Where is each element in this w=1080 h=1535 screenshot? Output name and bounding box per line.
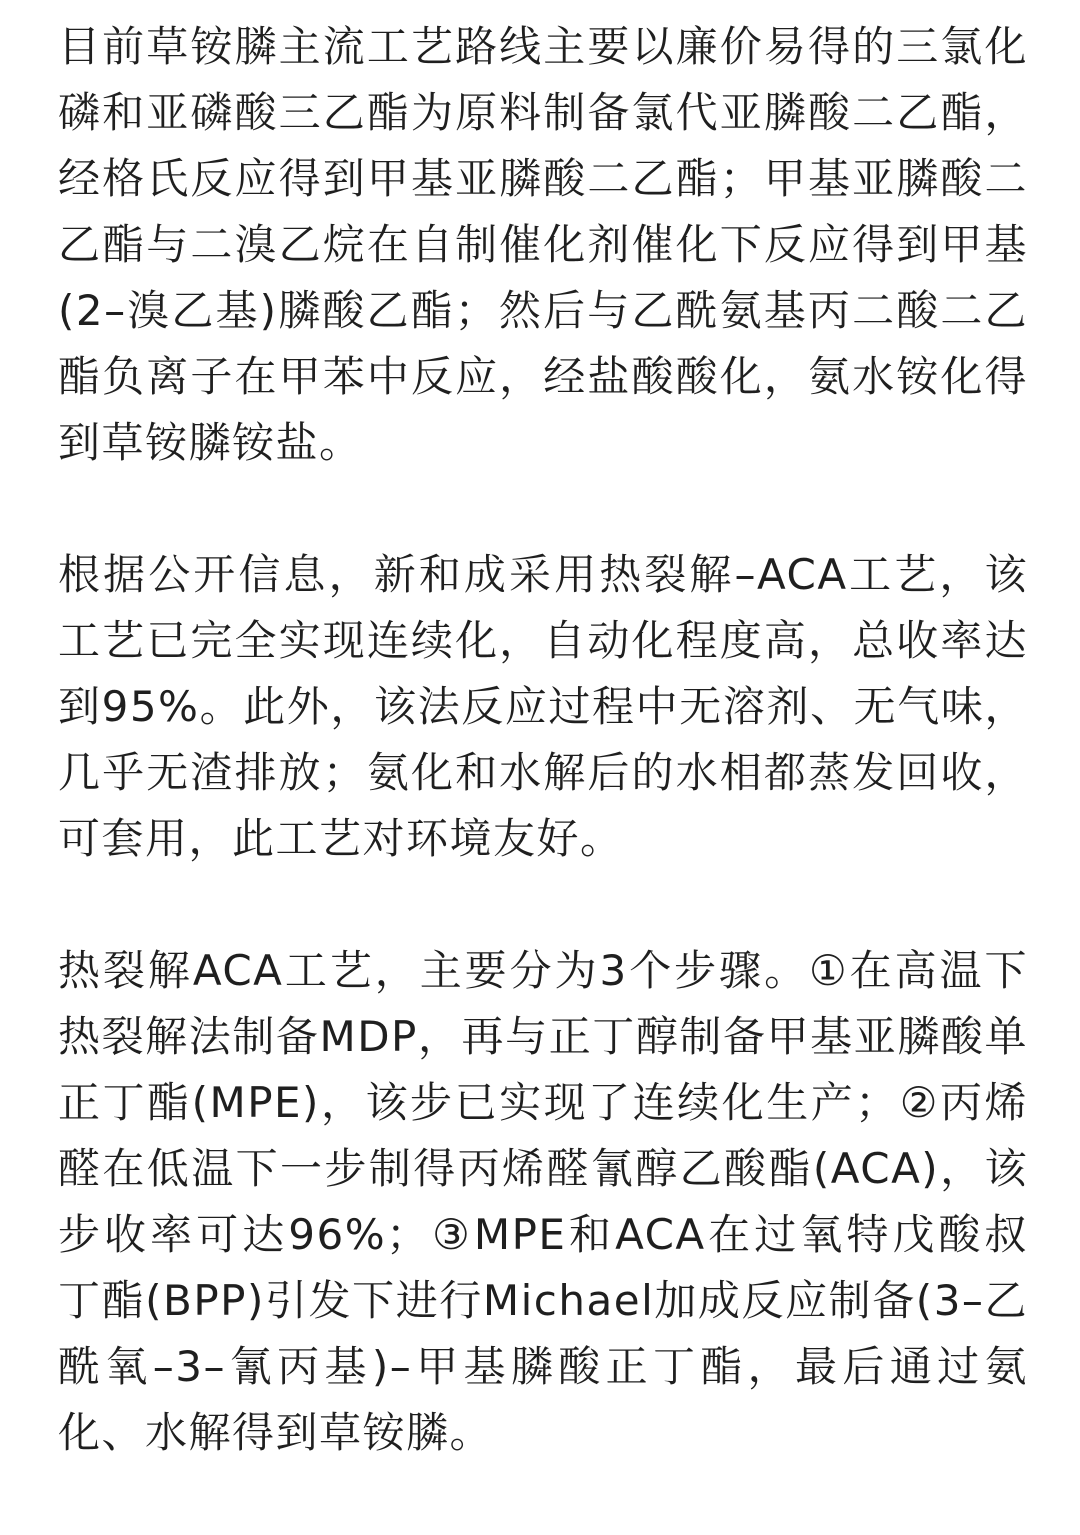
article-body xyxy=(58,14,1028,1466)
paragraph-xinhecheng-process: 根据公开信息，新和成采用热裂解–ACA工艺，该工艺已完全实现连续化，自动化程度高，总收率达到95%。此外，该法反应过程中无溶剂、无气味，几乎无渣排放；氨化和水解后的水相都蒸发回收，可套用，此工艺对环境友好。 xyxy=(58,550,1028,863)
paragraph-aca-steps: 热裂解ACA工艺，主要分为3个步骤。①在高温下热裂解法制备MDP，再与正丁醇制备甲基亚膦酸单正丁酯(MPE)，该步已实现了连续化生产；②丙烯醛在低温下一步制得丙烯醛氰醇乙酸酯(ACA)，该步收率可达96%；③MPE和ACA在过氧特戊酸叔丁酯(BPP)引发下进行Michael加成反应制备(3–乙酰氧–3–氰丙基)–甲基膦酸正丁酯，最后通过氨化、水解得到草铵膦。 xyxy=(58,946,1028,1457)
paragraph-spacer xyxy=(58,476,1028,542)
paragraph-spacer xyxy=(58,872,1028,938)
paragraph-main-process: 目前草铵膦主流工艺路线主要以廉价易得的三氯化磷和亚磷酸三乙酯为原料制备氯代亚膦酸二乙酯，经格氏反应得到甲基亚膦酸二乙酯；甲基亚膦酸二乙酯与二溴乙烷在自制催化剂催化下反应得到甲基(2–溴乙基)膦酸乙酯；然后与乙酰氨基丙二酸二乙酯负离子在甲苯中反应，经盐酸酸化，氨水铵化得到草铵膦铵盐。 xyxy=(58,22,1028,467)
